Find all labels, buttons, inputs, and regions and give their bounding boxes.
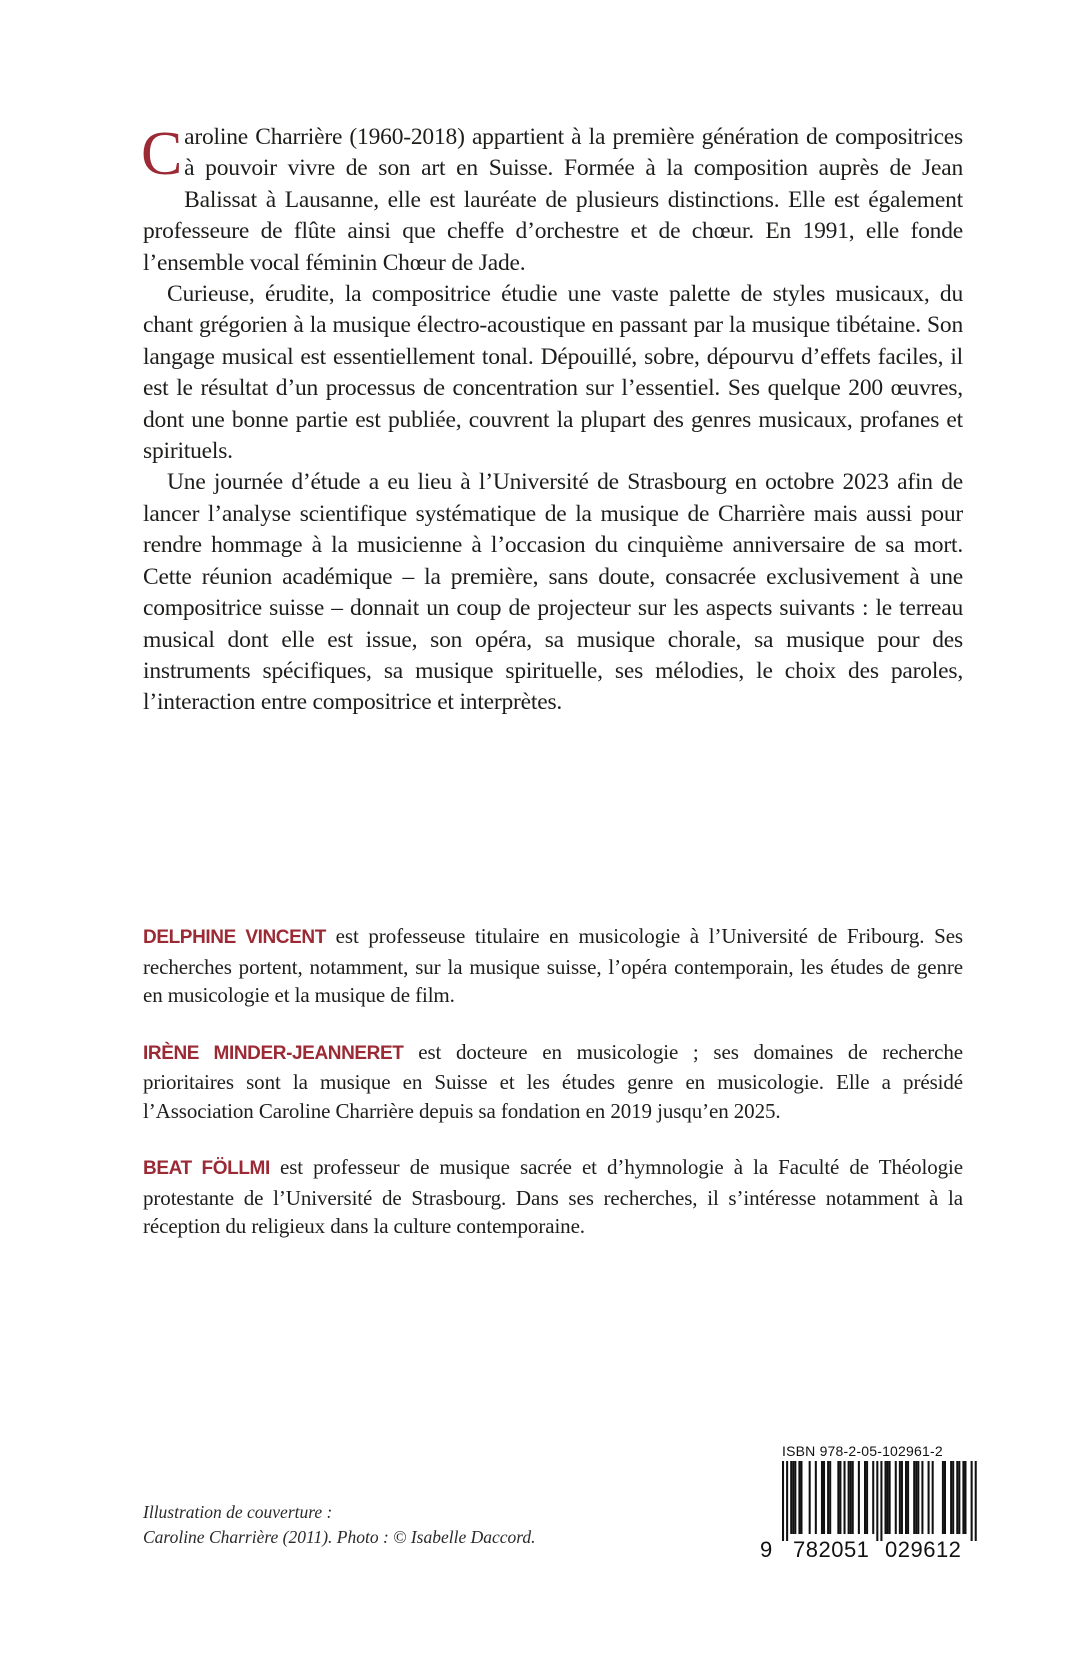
author-bios [143,922,963,1269]
barcode-digits-right: 029612 [885,1537,962,1561]
barcode-bar [809,1461,811,1534]
blurb-paragraph-1: Caroline Charrière (1960-2018) appartient à la première génération de compositrices à pouvoir vivre de son art en Suisse. Formée à la composition auprès de Jean Balissat à Lausanne, elle est lauréate de plusieurs distinctions. Elle est également professeure de flûte ainsi que cheffe d’orchestre et de chœur. En 1991, elle fonde l’ensemble vocal féminin Chœur de Jade. [141,120,963,276]
barcode-bar [827,1461,829,1534]
barcode-bar [837,1461,839,1534]
barcode-bar [975,1461,977,1541]
author-bio: IRÈNE MINDER-JEANNERET est docteure en musicologie ; ses domaines de recherche prioritaires sont la musique en Suisse et les études genre en musicologie. Elle a présidé l’Association Caroline Charrière depuis sa fondation en 2019 jusqu’en 2025. [143,1039,963,1123]
isbn-label: ISBN 978-2-05-102961-2 [782,1443,943,1459]
barcode-bar [782,1461,784,1541]
barcode-bar [928,1461,930,1534]
barcode-bar [913,1461,915,1534]
blurb-paragraph-3: Une journée d’étude a eu lieu à l’Université de Strasbourg en octobre 2023 afin de lancer l’analyse scientifique systématique de la musique de Charrière mais aussi pour rendre hommage à la musicienne à l’occasion du cinquième anniversaire de sa mort. Cette réunion académique – la première, sans doute, consacrée exclusivement à une compositrice suisse – donnait un coup de projecteur sur les aspects suivants : le terreau musical dont elle est issue, son opéra, sa musique chorale, sa musique pour des instruments spécifiques, sa musique spirituelle, ses mélodies, le choix des paroles, l’interaction entre compositrice et interprètes. [143,469,963,716]
isbn-barcode-block [760,1443,985,1561]
author-name: DELPHINE VINCENT [143,927,326,948]
barcode-bar [829,1461,831,1534]
barcode-bar [858,1461,860,1534]
author-name: IRÈNE MINDER-JEANNERET [143,1042,404,1064]
barcode-bar [932,1461,934,1534]
barcode-bar [876,1461,878,1541]
barcode-bar [821,1461,823,1534]
caption-line-2: Caroline Charrière (2011). Photo : © Isabelle Daccord. [143,1527,536,1547]
barcode-icon [760,1461,985,1561]
barcode-bar [905,1461,907,1534]
barcode-bar [798,1461,800,1534]
barcode-bar [956,1461,958,1534]
drop-cap: C [141,120,183,188]
barcode-bar [864,1461,866,1534]
barcode-digits-left: 782051 [793,1537,870,1561]
barcode-bar [889,1461,891,1534]
barcode-bar [915,1461,917,1534]
barcode-bar [848,1461,850,1534]
barcode-bar [899,1461,901,1534]
barcode-bar [885,1461,887,1534]
barcode-bar [844,1461,846,1534]
back-cover-blurb [143,122,963,719]
barcode-bar [921,1461,923,1534]
barcode-bar [792,1461,794,1534]
author-bio: DELPHINE VINCENT est professeuse titulaire en musicologie à l’Université de Fribourg. Ses recherches portent, notamment, sur la musique suisse, l’opéra contemporain, les études de genre en musicologie et la musique de film. [143,924,963,1007]
barcode-bar [952,1461,954,1534]
barcode-bar [839,1461,841,1534]
barcode-bar [823,1461,825,1534]
barcode-bar [800,1461,802,1534]
barcode-digit-lead: 9 [760,1537,773,1561]
barcode-bar [786,1461,788,1541]
author-bio: BEAT FÖLLMI est professeur de musique sacrée et d’hymnologie à la Faculté de Théologie protestante de l’Université de Strasbourg. Dans ses recherches, il s’intéresse notamment à la réception du religieux dans la culture contemporaine. [143,1155,963,1238]
caption-line-1: Illustration de couverture : [143,1502,333,1522]
barcode-bar [944,1461,946,1534]
barcode-bar [866,1461,868,1534]
barcode-bar [794,1461,796,1534]
cover-illustration-caption [143,1500,536,1550]
barcode-bar [880,1461,882,1541]
barcode-bar [872,1461,874,1534]
barcode-bar [887,1461,889,1534]
barcode-bar [962,1461,964,1534]
barcode-bar [917,1461,919,1534]
blurb-paragraph-2: Curieuse, érudite, la compositrice étudie une vaste palette de styles musicaux, du chant grégorien à la musique électro-acoustique en passant par la musique tibétaine. Son langage musical est essentiellement tonal. Dépouillé, sobre, dépourvu d’effets faciles, il est le résultat d’un processus de concentration sur l’essentiel. Ses quelque 200 œuvres, dont une bonne partie est publiée, couvrent la plupart des genres musicaux, profanes et spirituels. [143,281,963,465]
barcode-bar [907,1461,909,1534]
barcode-bar [950,1461,952,1534]
barcode-bar [815,1461,817,1534]
author-name: BEAT FÖLLMI [143,1158,270,1179]
barcode-bar [901,1461,903,1534]
barcode-bar [790,1461,792,1534]
barcode-bar [942,1461,944,1534]
barcode-bar [964,1461,966,1534]
barcode-bar [852,1461,854,1534]
barcode-bar [958,1461,960,1534]
barcode-bar [850,1461,852,1534]
barcode-bar [895,1461,897,1534]
barcode-bar [971,1461,973,1541]
